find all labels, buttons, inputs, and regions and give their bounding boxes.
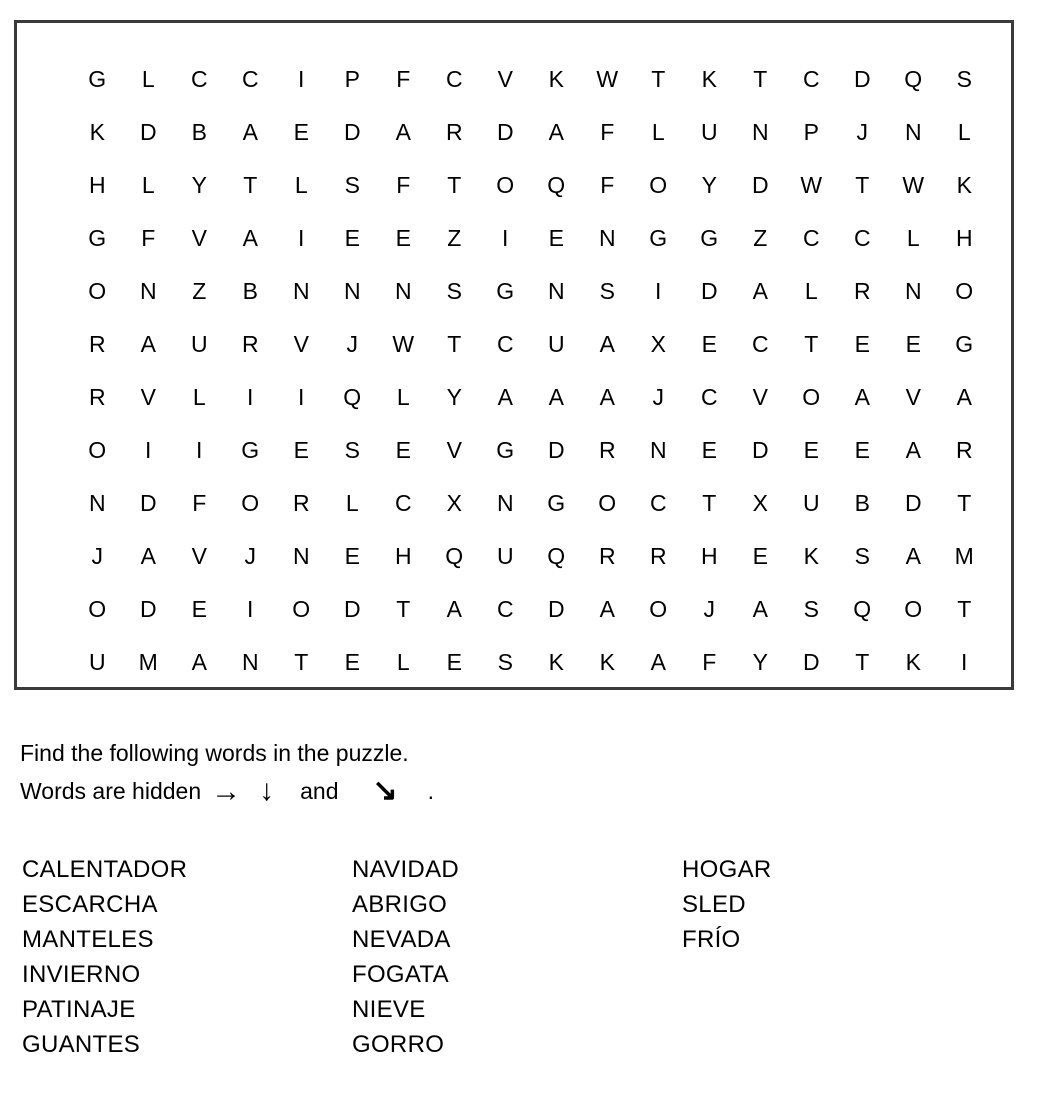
word-list-item[interactable]: PATINAJE	[22, 996, 136, 1023]
grid-cell[interactable]: Y	[752, 649, 769, 675]
grid-cell[interactable]: A	[599, 384, 616, 410]
grid-cell[interactable]: M	[954, 543, 975, 569]
grid-cell[interactable]: U	[190, 331, 209, 357]
grid-cell[interactable]: B	[191, 119, 208, 145]
instructions	[20, 735, 1020, 809]
grid-cell[interactable]: R	[241, 331, 260, 357]
word-list-item[interactable]: FOGATA	[352, 961, 449, 988]
grid-cell[interactable]: D	[343, 119, 362, 145]
word-list-item[interactable]: HOGAR	[682, 856, 772, 883]
grid-cell[interactable]: I	[961, 649, 968, 675]
grid-cell[interactable]: W	[902, 172, 925, 198]
grid-cell[interactable]: V	[191, 225, 208, 251]
grid-cell[interactable]: A	[905, 543, 922, 569]
word-list-item[interactable]: NEVADA	[352, 926, 451, 953]
grid-cell[interactable]: D	[751, 437, 770, 463]
grid-cell[interactable]: C	[751, 331, 770, 357]
grid-cell[interactable]: G	[496, 278, 515, 304]
grid-cell[interactable]: S	[344, 437, 361, 463]
grid-cell[interactable]: K	[701, 66, 718, 92]
grid-cell[interactable]: K	[89, 119, 106, 145]
grid-cell[interactable]: K	[803, 543, 820, 569]
grid-cell[interactable]: A	[599, 596, 616, 622]
grid-cell[interactable]: N	[649, 437, 668, 463]
grid-cell[interactable]: R	[292, 490, 311, 516]
grid-cell[interactable]: E	[905, 331, 922, 357]
grid-cell[interactable]: V	[497, 66, 514, 92]
grid-cell[interactable]: O	[241, 490, 260, 516]
grid-cell[interactable]: G	[88, 225, 107, 251]
grid-cell[interactable]: A	[548, 384, 565, 410]
grid-cell[interactable]: T	[855, 649, 870, 675]
grid-cell[interactable]: V	[191, 543, 208, 569]
grid-cell[interactable]: G	[700, 225, 719, 251]
grid-cell[interactable]: R	[598, 543, 617, 569]
word-list-item[interactable]: MANTELES	[22, 926, 154, 953]
grid-cell[interactable]: F	[600, 119, 615, 145]
grid-cell[interactable]: E	[395, 437, 412, 463]
grid-cell[interactable]: C	[445, 66, 464, 92]
grid-cell[interactable]: D	[547, 596, 566, 622]
grid-cell[interactable]: C	[394, 490, 413, 516]
grid-cell[interactable]: D	[853, 66, 872, 92]
grid-cell[interactable]: A	[956, 384, 973, 410]
grid-cell[interactable]: T	[651, 66, 666, 92]
grid-cell[interactable]: E	[701, 331, 718, 357]
grid-cell[interactable]: L	[141, 172, 156, 198]
grid-cell[interactable]: N	[547, 278, 566, 304]
word-list-item[interactable]: ESCARCHA	[22, 891, 158, 918]
grid-cell[interactable]: D	[343, 596, 362, 622]
grid-cell[interactable]: C	[853, 225, 872, 251]
word-list-column-3	[682, 852, 1012, 1062]
grid-cell[interactable]: A	[395, 119, 412, 145]
grid-cell[interactable]: E	[344, 649, 361, 675]
grid-cell[interactable]: D	[802, 649, 821, 675]
grid-cell[interactable]: W	[596, 66, 619, 92]
grid-cell[interactable]: T	[294, 649, 309, 675]
grid-cell[interactable]: B	[242, 278, 259, 304]
grid-cell[interactable]: E	[344, 543, 361, 569]
grid-cell[interactable]: V	[293, 331, 310, 357]
grid-cell[interactable]: A	[650, 649, 667, 675]
grid-cell[interactable]: D	[139, 596, 158, 622]
grid-cell[interactable]: J	[91, 543, 104, 569]
grid-cell[interactable]: F	[141, 225, 156, 251]
grid-cell[interactable]: L	[957, 119, 972, 145]
grid-cell[interactable]: E	[548, 225, 565, 251]
grid-cell[interactable]: N	[904, 119, 923, 145]
grid-cell[interactable]: T	[447, 172, 462, 198]
grid-cell[interactable]: L	[141, 66, 156, 92]
arrow-down-icon: ↓	[259, 774, 275, 807]
grid-cell[interactable]: A	[140, 543, 157, 569]
grid-cell[interactable]: I	[145, 437, 152, 463]
word-list-item[interactable]: SLED	[682, 891, 746, 918]
grid-cell[interactable]: D	[496, 119, 515, 145]
arrow-diagonal-down-right-icon: ↘	[372, 774, 398, 807]
grid-cell[interactable]: N	[751, 119, 770, 145]
grid-cell[interactable]: S	[344, 172, 361, 198]
grid-cell[interactable]: W	[800, 172, 823, 198]
grid-cell[interactable]: Z	[753, 225, 768, 251]
grid-cell[interactable]: E	[446, 649, 463, 675]
word-list-item[interactable]: NAVIDAD	[352, 856, 460, 883]
grid-cell[interactable]: L	[396, 649, 411, 675]
grid-cell[interactable]: O	[88, 437, 107, 463]
grid-cell[interactable]: W	[392, 331, 415, 357]
grid-cell[interactable]: Z	[192, 278, 207, 304]
grid-cell[interactable]: B	[854, 490, 871, 516]
word-list-column-1	[22, 852, 352, 1062]
grid-cell[interactable]: K	[548, 649, 565, 675]
grid-cell[interactable]: U	[496, 543, 515, 569]
grid-cell[interactable]: C	[802, 66, 821, 92]
grid-cell[interactable]: J	[703, 596, 716, 622]
grid-cell[interactable]: E	[293, 437, 310, 463]
grid-cell[interactable]: V	[752, 384, 769, 410]
grid-cell[interactable]: U	[547, 331, 566, 357]
grid-cell[interactable]: I	[298, 66, 305, 92]
grid-cell[interactable]: I	[655, 278, 662, 304]
grid-cell[interactable]: R	[598, 437, 617, 463]
grid-cell[interactable]: X	[650, 331, 667, 357]
grid-cell[interactable]: R	[445, 119, 464, 145]
grid-cell[interactable]: N	[904, 278, 923, 304]
grid-cell[interactable]: H	[394, 543, 413, 569]
grid-cell[interactable]: T	[243, 172, 258, 198]
grid-cell[interactable]: C	[700, 384, 719, 410]
grid-cell[interactable]: G	[88, 66, 107, 92]
grid-cell[interactable]: J	[856, 119, 869, 145]
grid-cell[interactable]: E	[395, 225, 412, 251]
grid-cell[interactable]: A	[497, 384, 514, 410]
arrow-right-icon: →	[211, 775, 242, 808]
grid-cell[interactable]: D	[751, 172, 770, 198]
grid-cell[interactable]: D	[139, 490, 158, 516]
grid-cell[interactable]: F	[192, 490, 207, 516]
word-list-item[interactable]: ABRIGO	[352, 891, 448, 918]
grid-cell[interactable]: K	[956, 172, 973, 198]
grid-cell[interactable]: C	[649, 490, 668, 516]
grid-cell[interactable]: F	[702, 649, 717, 675]
grid-cell[interactable]: G	[955, 331, 974, 357]
grid-cell[interactable]: F	[396, 66, 411, 92]
grid-cell[interactable]: E	[752, 543, 769, 569]
grid-cell[interactable]: J	[244, 543, 257, 569]
grid-cell[interactable]: I	[196, 437, 203, 463]
grid-cell[interactable]: P	[344, 66, 361, 92]
grid-cell[interactable]: Y	[191, 172, 208, 198]
grid-cell[interactable]: N	[88, 490, 107, 516]
grid-cell[interactable]: L	[651, 119, 666, 145]
word-list	[22, 852, 1022, 1062]
grid-cell[interactable]: Y	[701, 172, 718, 198]
grid-cell[interactable]: U	[88, 649, 107, 675]
word-list-item[interactable]: INVIERNO	[22, 961, 141, 988]
grid-cell[interactable]: U	[802, 490, 821, 516]
grid-cell[interactable]: Y	[446, 384, 463, 410]
grid-cell[interactable]: A	[446, 596, 463, 622]
instructions-line-1: Find the following words in the puzzle.	[20, 740, 409, 766]
grid-cell[interactable]: A	[548, 119, 565, 145]
grid-cell[interactable]: N	[496, 490, 515, 516]
grid-cell[interactable]: G	[241, 437, 260, 463]
grid-cell[interactable]: O	[802, 384, 821, 410]
grid-cell[interactable]: E	[701, 437, 718, 463]
grid-cell[interactable]: C	[241, 66, 260, 92]
grid-cell[interactable]: O	[598, 490, 617, 516]
grid-cell[interactable]: I	[247, 596, 254, 622]
grid-cell[interactable]: O	[88, 596, 107, 622]
grid-cell[interactable]: D	[700, 278, 719, 304]
grid-cell[interactable]: G	[649, 225, 668, 251]
grid-cell[interactable]: C	[190, 66, 209, 92]
grid-cell[interactable]: O	[649, 596, 668, 622]
instructions-period: .	[427, 778, 435, 804]
grid-cell[interactable]: Q	[343, 384, 362, 410]
grid-cell[interactable]: N	[343, 278, 362, 304]
grid-cell[interactable]: I	[502, 225, 509, 251]
grid-cell[interactable]: A	[752, 596, 769, 622]
instructions-line-2	[20, 773, 1020, 809]
grid-cell[interactable]: Q	[445, 543, 464, 569]
grid-cell[interactable]: C	[802, 225, 821, 251]
word-list-item[interactable]: CALENTADOR	[22, 856, 188, 883]
grid-cell[interactable]: D	[904, 490, 923, 516]
grid-cell[interactable]: J	[652, 384, 665, 410]
grid-cell[interactable]: D	[139, 119, 158, 145]
grid-cell[interactable]: D	[547, 437, 566, 463]
grid-cell[interactable]: N	[139, 278, 158, 304]
grid-cell[interactable]: L	[906, 225, 921, 251]
grid-cell[interactable]: R	[88, 384, 107, 410]
grid-cell[interactable]: N	[598, 225, 617, 251]
grid-cell[interactable]: F	[600, 172, 615, 198]
grid-cell[interactable]: C	[496, 331, 515, 357]
grid-cell[interactable]: U	[700, 119, 719, 145]
grid-cell[interactable]: N	[394, 278, 413, 304]
grid-cell[interactable]: A	[752, 278, 769, 304]
grid-cell[interactable]: I	[298, 225, 305, 251]
word-search-puzzle-box	[14, 20, 1014, 690]
grid-cell[interactable]: L	[396, 384, 411, 410]
grid-cell[interactable]: Q	[904, 66, 923, 92]
grid-cell[interactable]: T	[396, 596, 411, 622]
grid-cell[interactable]: G	[547, 490, 566, 516]
grid-cell[interactable]: O	[955, 278, 974, 304]
grid-cell[interactable]: N	[241, 649, 260, 675]
grid-cell[interactable]: A	[242, 225, 259, 251]
grid-cell[interactable]: A	[191, 649, 208, 675]
grid-cell[interactable]: G	[496, 437, 515, 463]
instructions-line-2-prefix: Words are hidden	[20, 778, 202, 804]
grid-cell[interactable]: Q	[547, 543, 566, 569]
grid-cell[interactable]: N	[292, 543, 311, 569]
grid-cell[interactable]: V	[140, 384, 157, 410]
grid-cell[interactable]: A	[140, 331, 157, 357]
grid-cell[interactable]: T	[753, 66, 768, 92]
grid-cell[interactable]: T	[957, 596, 972, 622]
grid-cell[interactable]: T	[804, 331, 819, 357]
grid-cell[interactable]: E	[803, 437, 820, 463]
grid-cell[interactable]: K	[548, 66, 565, 92]
grid-cell[interactable]: Q	[547, 172, 566, 198]
grid-cell[interactable]: A	[599, 331, 616, 357]
instructions-and: and	[300, 778, 339, 804]
grid-cell[interactable]: S	[803, 596, 820, 622]
grid-cell[interactable]: Z	[447, 225, 462, 251]
grid-cell[interactable]: R	[88, 331, 107, 357]
grid-cell[interactable]: E	[344, 225, 361, 251]
grid-cell[interactable]: E	[854, 437, 871, 463]
grid-cell[interactable]: I	[298, 384, 305, 410]
grid-cell[interactable]: P	[803, 119, 820, 145]
grid-cell[interactable]: V	[905, 384, 922, 410]
grid-cell[interactable]: F	[396, 172, 411, 198]
grid-cell[interactable]: S	[956, 66, 973, 92]
grid-cell[interactable]: C	[496, 596, 515, 622]
grid-cell[interactable]: J	[346, 331, 359, 357]
grid-cell[interactable]: N	[292, 278, 311, 304]
grid-cell[interactable]: I	[247, 384, 254, 410]
grid-cell[interactable]: X	[752, 490, 769, 516]
word-list-item[interactable]: GUANTES	[22, 1031, 141, 1058]
grid-cell[interactable]: M	[138, 649, 159, 675]
grid-cell[interactable]: L	[294, 172, 309, 198]
grid-cell[interactable]: H	[955, 225, 974, 251]
grid-cell[interactable]: O	[292, 596, 311, 622]
grid-cell[interactable]: L	[192, 384, 207, 410]
grid-cell[interactable]: O	[496, 172, 515, 198]
grid-cell[interactable]: E	[293, 119, 310, 145]
grid-cell[interactable]: E	[191, 596, 208, 622]
grid-cell[interactable]: E	[854, 331, 871, 357]
grid-cell[interactable]: T	[855, 172, 870, 198]
grid-cell[interactable]: H	[700, 543, 719, 569]
grid-cell[interactable]: X	[446, 490, 463, 516]
grid-cell[interactable]: K	[599, 649, 616, 675]
grid-cell[interactable]: T	[702, 490, 717, 516]
grid-cell[interactable]: O	[649, 172, 668, 198]
grid-cell[interactable]: S	[854, 543, 871, 569]
grid-cell[interactable]: L	[345, 490, 360, 516]
word-list-column-2	[352, 852, 682, 1062]
grid-cell[interactable]: A	[242, 119, 259, 145]
grid-cell[interactable]: T	[447, 331, 462, 357]
grid-cell[interactable]: S	[497, 649, 514, 675]
grid-cell[interactable]: K	[905, 649, 922, 675]
word-list-item[interactable]: FRÍO	[682, 926, 741, 953]
letter-grid	[72, 53, 991, 689]
word-list-item[interactable]: NIEVE	[352, 996, 426, 1023]
grid-cell[interactable]: L	[804, 278, 819, 304]
grid-cell[interactable]: R	[649, 543, 668, 569]
grid-cell[interactable]: Q	[853, 596, 872, 622]
grid-cell[interactable]: A	[905, 437, 922, 463]
grid-cell[interactable]: A	[854, 384, 871, 410]
grid-cell[interactable]: T	[957, 490, 972, 516]
grid-cell[interactable]: O	[904, 596, 923, 622]
grid-cell[interactable]: R	[955, 437, 974, 463]
grid-cell[interactable]: H	[88, 172, 107, 198]
grid-cell[interactable]: O	[88, 278, 107, 304]
grid-cell[interactable]: V	[446, 437, 463, 463]
grid-cell[interactable]: R	[853, 278, 872, 304]
word-list-item[interactable]: GORRO	[352, 1031, 445, 1058]
grid-cell[interactable]: S	[446, 278, 463, 304]
grid-cell[interactable]: S	[599, 278, 616, 304]
